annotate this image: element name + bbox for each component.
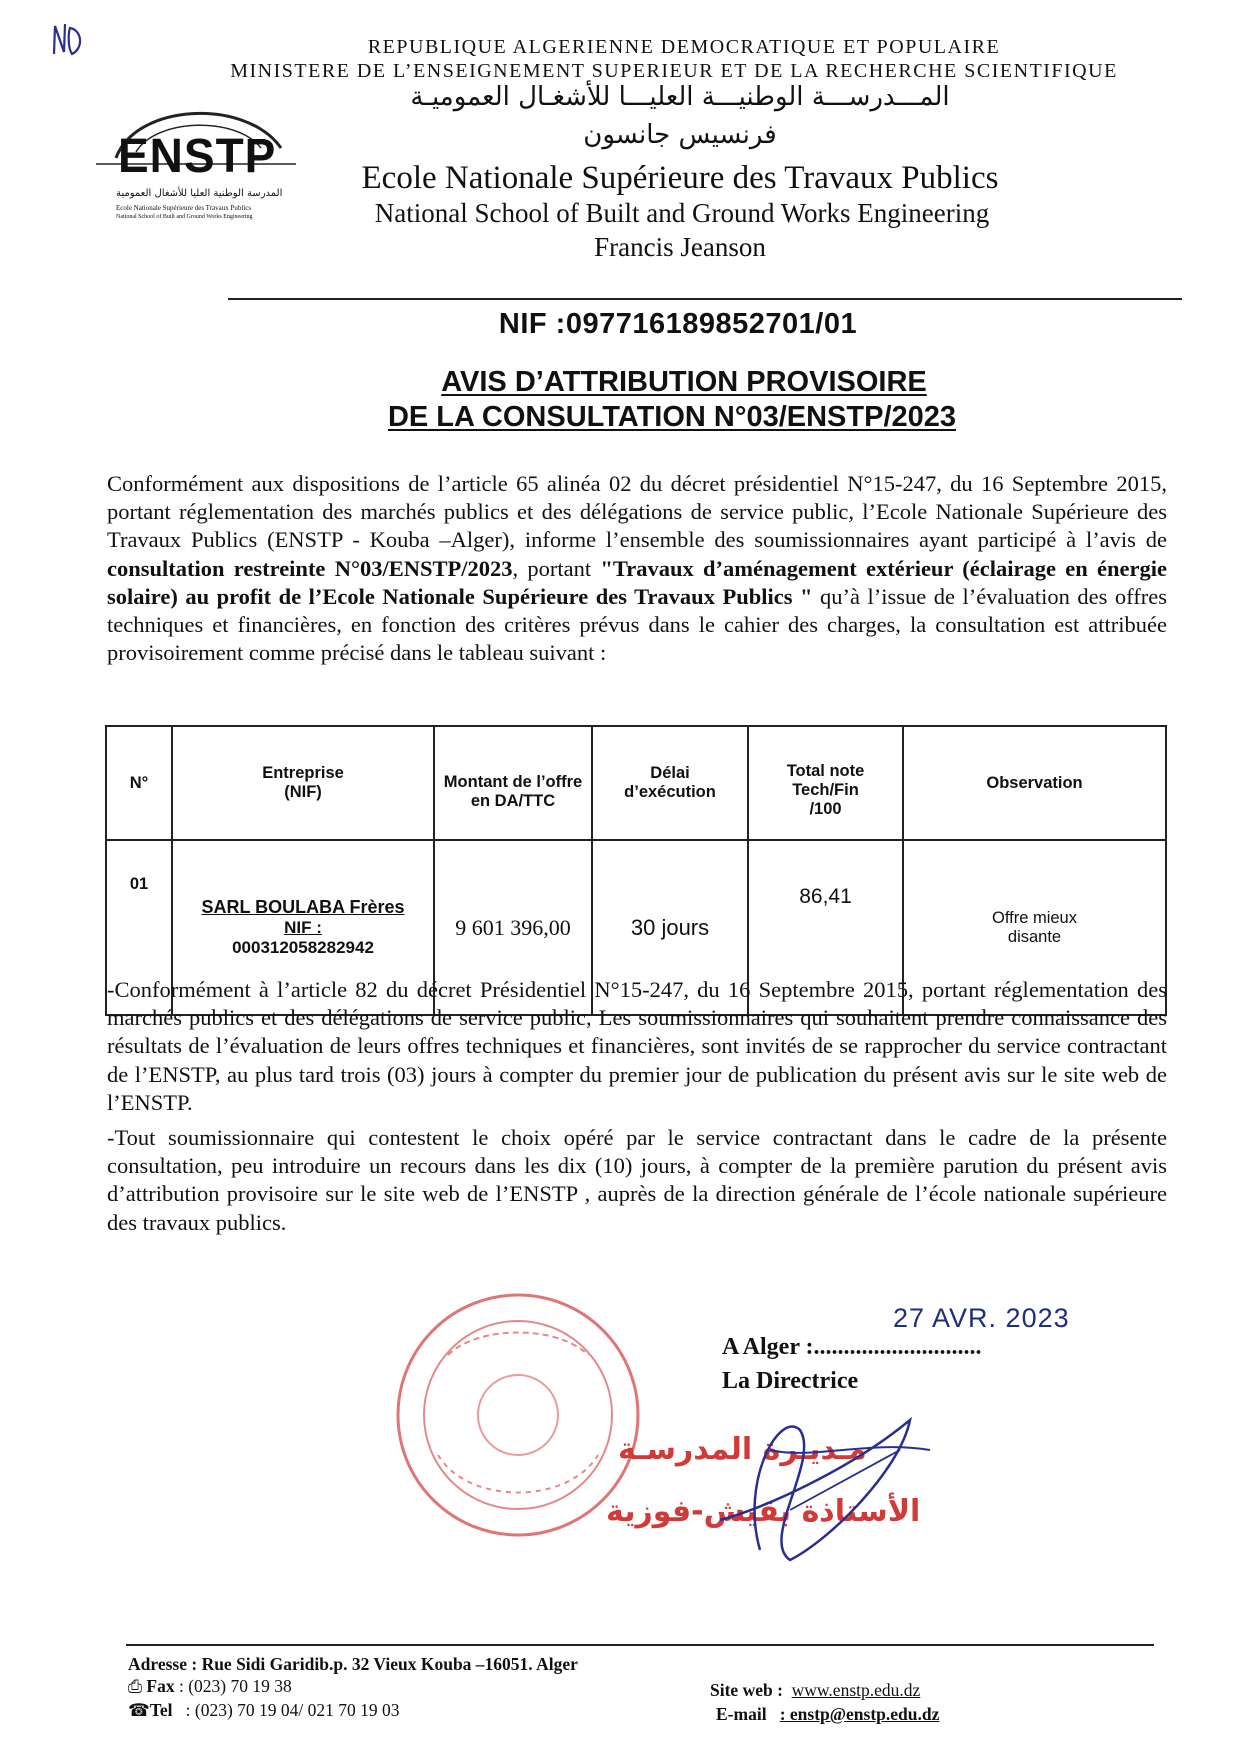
fax-icon: ⎙ xyxy=(128,1676,142,1696)
signature-place: A Alger :............................ xyxy=(722,1334,982,1360)
signature-role: La Directrice xyxy=(722,1368,859,1394)
arabic-director-title: مـديـرة المدرسـة xyxy=(618,1432,867,1467)
republic-line: REPUBLIQUE ALGERIENNE DEMOCRATIQUE ET POPULAIRE xyxy=(367,36,1001,58)
website-link[interactable]: www.enstp.edu.dz xyxy=(791,1680,921,1700)
row-delay: 30 jours xyxy=(592,840,748,1015)
company-name: SARL BOULABA Frères xyxy=(201,897,405,917)
logo-en-line: National School of Built and Ground Works Engineering xyxy=(116,214,253,220)
table-header-row xyxy=(106,726,1166,840)
appeal-recourse-paragraph: -Tout soumissionnaire qui contestent le choix opéré par le service contractant dans le cadre de la présente consultation, peu introduire un recours dans les dix (10) jours, à compter de la première parution du présent avis d’attribution provisoire sur le site web de l’ENSTP , auprès de la direction générale de l’école nationale supérieure des travaux publics. xyxy=(107,1125,1167,1235)
signature-block xyxy=(722,1330,982,1398)
title-line-2: DE LA CONSULTATION N°03/ENSTP/2023 xyxy=(387,401,957,433)
logo-fr-line: Ecole Nationale Supérieure des Travaux Publics xyxy=(116,204,252,212)
appeal-results-paragraph: -Conformément à l’article 82 du décret Présidentiel N°15-247, du 16 Septembre 2015, portant réglementation des marchés publics et des délégations de service public, Les soumissionnaires qui souhaitent prendre connaissance des résultats de l’évaluation de leurs offres techniques et financières, sont invités de se rapprocher du service contractant de l’ENSTP, au plus tard trois (03) jours à compter du premier jour de publication du présent avis sur le site web de l’ENSTP. xyxy=(107,977,1167,1115)
school-nif: NIF :097716189852701/01 xyxy=(498,308,858,340)
award-table xyxy=(105,725,1167,1016)
header-score: Total note Tech/Fin /100 xyxy=(748,726,903,840)
footer-email: E-mail : enstp@enstp.edu.dz xyxy=(716,1704,940,1724)
footer-divider xyxy=(126,1644,1154,1646)
enstp-logo xyxy=(96,88,296,228)
email-link[interactable]: : enstp@enstp.edu.dz xyxy=(779,1704,940,1724)
arabic-director-name: الأستاذة بقيش-فوزية xyxy=(606,1494,921,1529)
header-num: N° xyxy=(106,726,172,840)
row-num: 01 xyxy=(106,840,172,1015)
logo-acronym: ENSTP xyxy=(118,127,277,183)
phone-icon: ☎ xyxy=(128,1700,150,1720)
logo-arabic-line: المدرسة الوطنية العليا للأشغال العمومية xyxy=(116,188,283,199)
footer-address: Adresse : Rue Sidi Garidib.p. 32 Vieux Kouba –16051. Alger xyxy=(128,1654,578,1674)
row-observation: Offre mieux disante xyxy=(903,840,1166,1015)
signature-scribble xyxy=(700,1390,940,1570)
row-score: 86,41 xyxy=(748,840,903,1015)
header-amount: Montant de l’offre en DA/TTC xyxy=(434,726,592,840)
arabic-name-line: فرنسيس جانسون xyxy=(583,120,777,150)
intro-paragraph: Conformément aux dispositions de l’article 65 alinéa 02 du décret présidentiel N°15-247, du 16 Septembre 2015, portant réglementation des marchés publics et des délégations de service public, l’Ecole Nationale Supérieure des Travaux Publics (ENSTP - Kouba –Alger), informe l’ensemble des soumissionnaires ayant participé à l’avis de consultation restreinte N°03/ENSTP/2023, portant "Travaux d’aménagement extérieur (éclairage en énergie solaire) au profit de l’Ecole Nationale Supérieure des Travaux Publics " qu’à l’issue de l’évaluation des offres techniques et financières, en fonction des critères prévus dans le cahier des charges, la consultation est attribuée provisoirement comme précisé dans le tableau suivant : xyxy=(107,471,1167,666)
date-stamp: 27 AVR. 2023 xyxy=(893,1303,1070,1333)
company-nif: 000312058282942 xyxy=(232,938,374,957)
arabic-school-line: المـــدرســـة الوطنيـــة العليـــا للأشغـال العموميـة xyxy=(410,82,950,112)
company-nif-label: NIF : xyxy=(284,918,322,937)
header-observation: Observation xyxy=(903,726,1166,840)
title-line-1: AVIS D’ATTRIBUTION PROVISOIRE xyxy=(441,366,927,398)
header-company: Entreprise (NIF) xyxy=(172,726,434,840)
footer-website: Site web : www.enstp.edu.dz xyxy=(710,1680,921,1700)
footer-fax: ⎙ Fax : (023) 70 19 38 xyxy=(128,1676,292,1696)
school-name-en: National School of Built and Ground Works Engineering xyxy=(374,198,990,228)
row-amount: 9 601 396,00 xyxy=(434,840,592,1015)
header-divider xyxy=(228,298,1182,300)
footer-tel: ☎Tel : (023) 70 19 04/ 021 70 19 03 xyxy=(128,1700,400,1720)
school-name-fr: Ecole Nationale Supérieure des Travaux Publics xyxy=(361,160,999,196)
ministry-line: MINISTERE DE L’ENSEIGNEMENT SUPERIEUR ET DE LA RECHERCHE SCIENTIFIQUE xyxy=(230,60,1118,82)
header-delay: Délai d’exécution xyxy=(592,726,748,840)
school-name-person: Francis Jeanson xyxy=(594,232,766,262)
